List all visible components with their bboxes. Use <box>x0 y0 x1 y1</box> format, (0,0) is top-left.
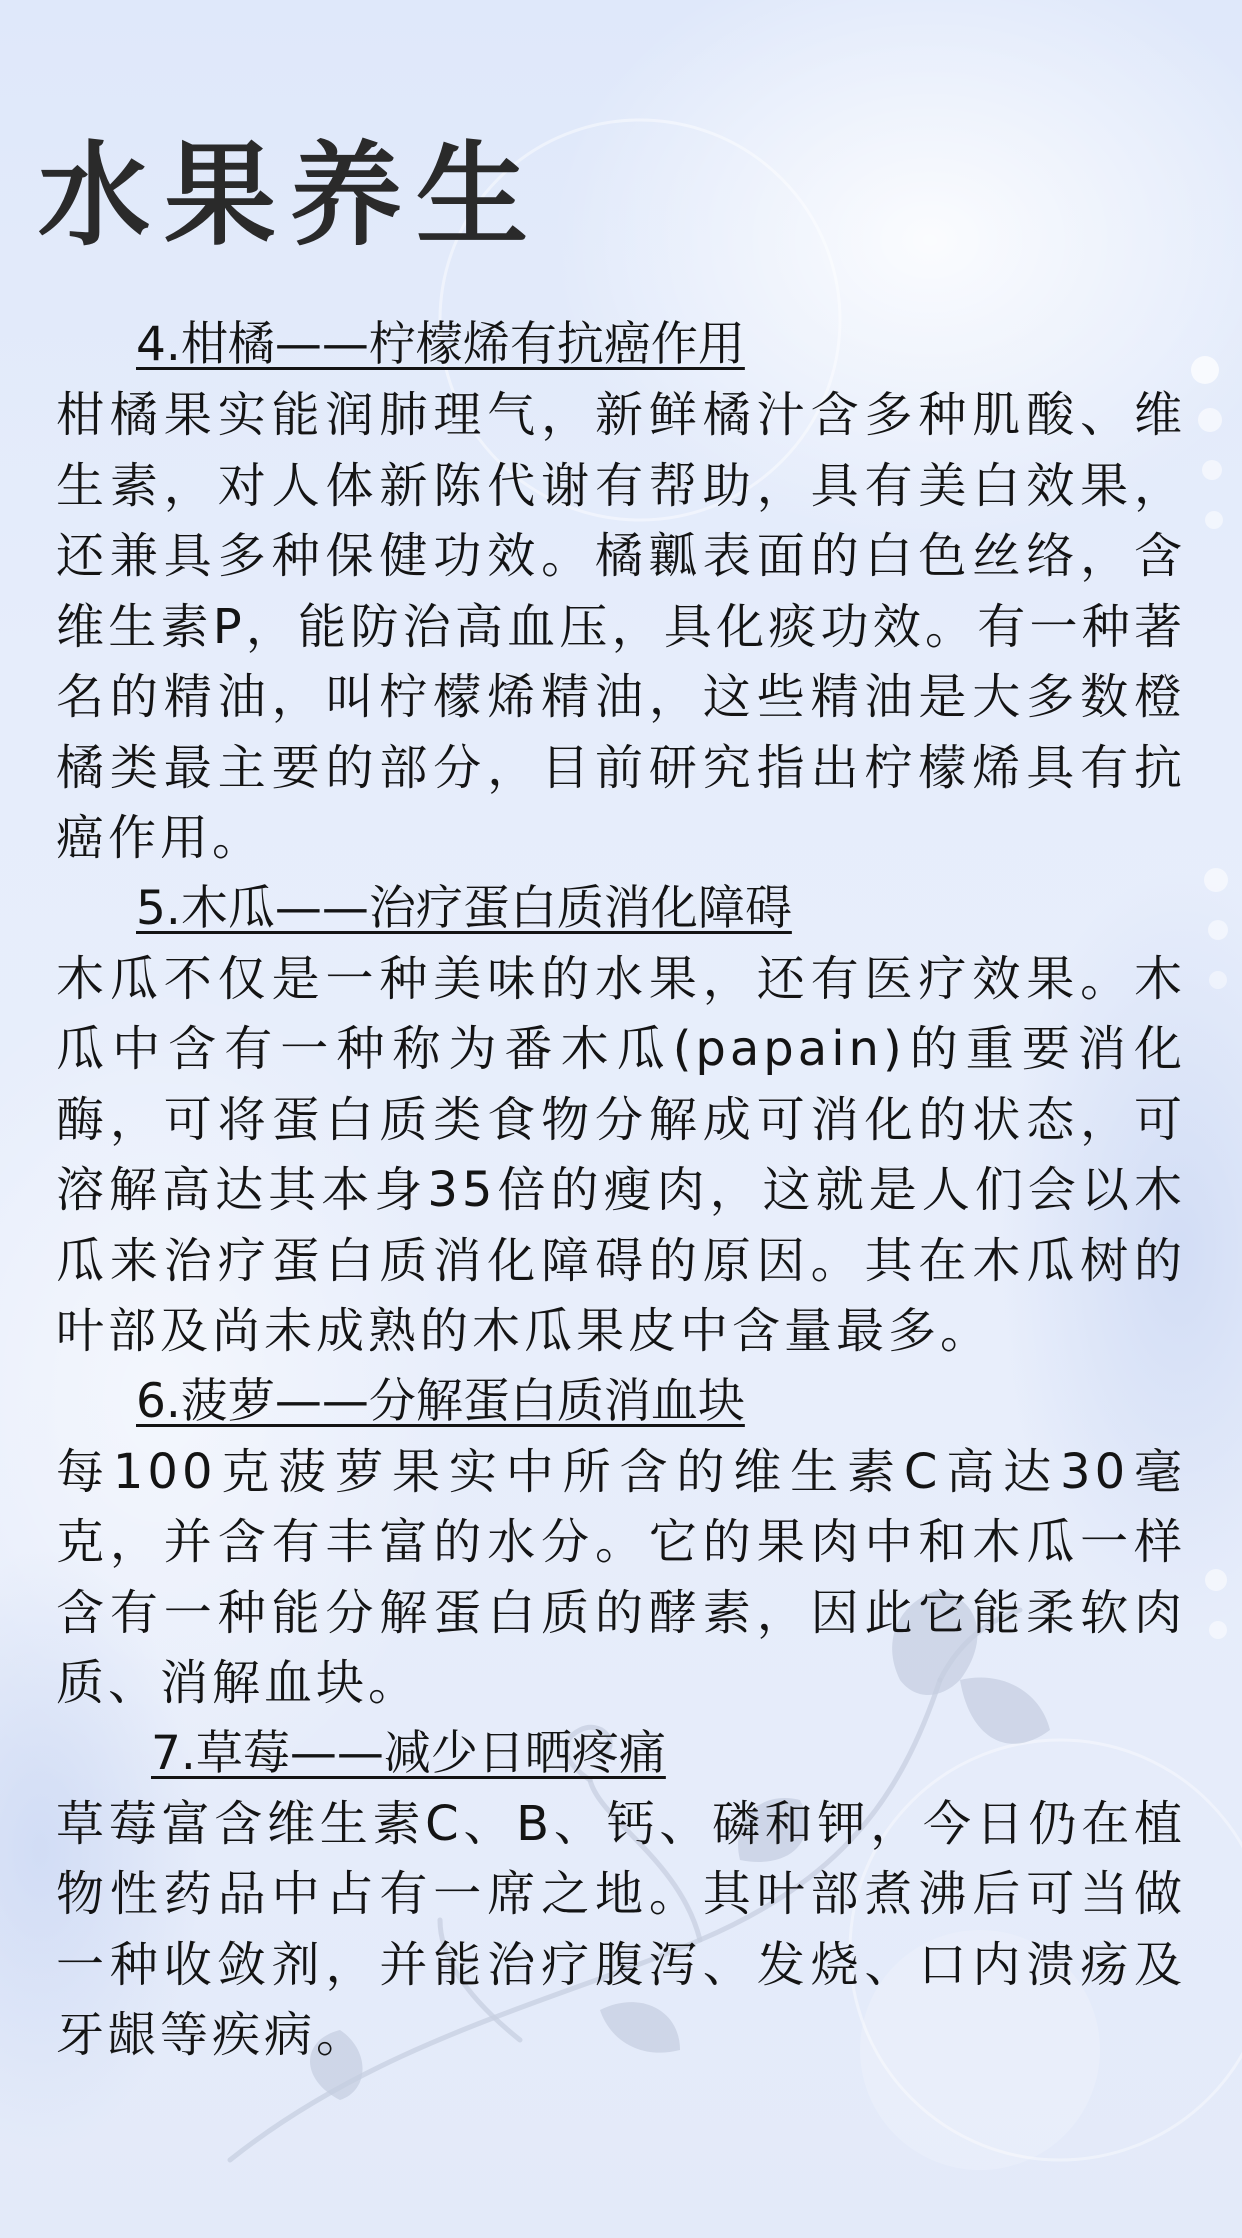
section-pineapple <box>56 1367 1186 1719</box>
article-body <box>56 310 1186 2071</box>
section-strawberry <box>56 1719 1186 2071</box>
section-heading: 4.柑橘——柠檬烯有抗癌作用 <box>136 317 745 372</box>
page-title: 水果养生 <box>38 131 542 261</box>
section-paragraph: 草莓富含维生素C、B、钙、磷和钾，今日仍在植物性药品中占有一席之地。其叶部煮沸后可当做一种收敛剂，并能治疗腹泻、发烧、口内溃疡及牙龈等疾病。 <box>56 1795 1186 2063</box>
section-paragraph: 每100克菠萝果实中所含的维生素C高达30毫克，并含有丰富的水分。它的果肉中和木瓜一样含有一种能分解蛋白质的酵素，因此它能柔软肉质、消解血块。 <box>56 1443 1186 1711</box>
section-heading: 7.草莓——减少日晒疼痛 <box>151 1725 666 1781</box>
section-paragraph: 柑橘果实能润肺理气，新鲜橘汁含多种肌酸、维生素，对人体新陈代谢有帮助，具有美白效果，还兼具多种保健功效。橘瓤表面的白色丝络，含维生素P，能防治高血压，具化痰功效。有一种著名的精油，叫柠檬烯精油，这些精油是大多数橙橘类最主要的部分，目前研究指出柠檬烯具有抗癌作用。 <box>56 387 1186 866</box>
section-citrus <box>56 310 1186 874</box>
section-papaya <box>56 874 1186 1367</box>
section-paragraph: 木瓜不仅是一种美味的水果，还有医疗效果。木瓜中含有一种称为番木瓜(papain)的重要消化酶，可将蛋白质类食物分解成可消化的状态，可溶解高达其本身35倍的瘦肉，这就是人们会以木瓜来治疗蛋白质消化障碍的原因。其在木瓜树的叶部及尚未成熟的木瓜果皮中含量最多。 <box>56 950 1186 1359</box>
section-heading: 5.木瓜——治疗蛋白质消化障碍 <box>136 880 792 936</box>
section-heading: 6.菠萝——分解蛋白质消血块 <box>136 1373 745 1429</box>
